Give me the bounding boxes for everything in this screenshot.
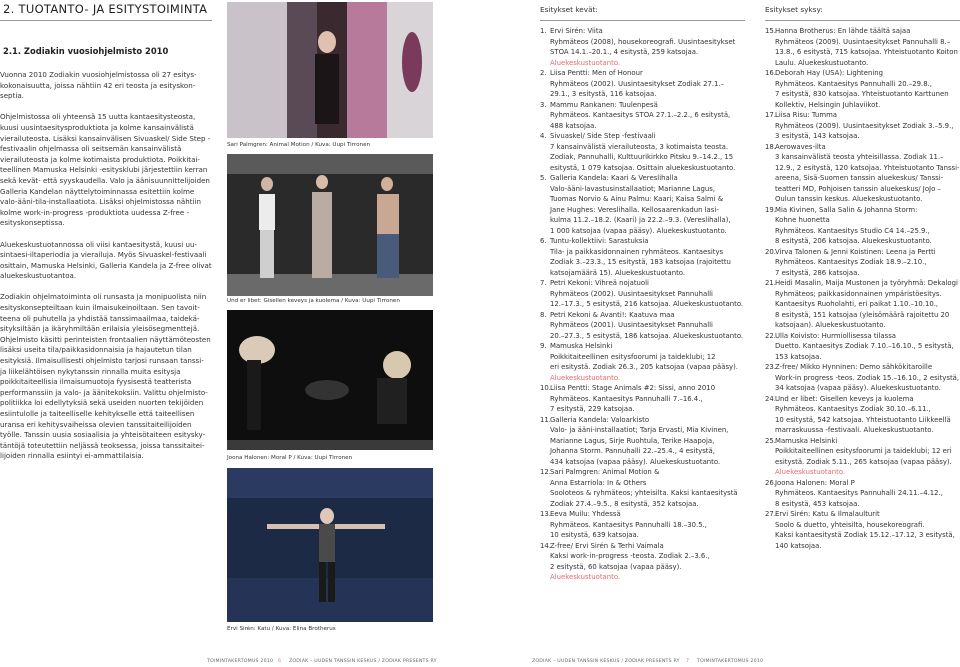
heading-rule (0, 20, 212, 21)
footer-left-brand: TOIMINTAKERTOMUS 2010 (207, 659, 274, 664)
performance-detail: Ryhmäteos; paikkasidonnainen ympäristöesitys. (775, 289, 942, 298)
item-title-text: Und er libet: Gisellen keveys ja kuolema (775, 394, 914, 403)
item-number: 9. (540, 342, 547, 350)
photo-caption: Ervi Sirén: Katu / Kuva: Elina Brotherus (227, 626, 336, 632)
performance-detail: katsojaan). Aluekeskustuotanto. (775, 321, 886, 329)
performance-title (765, 331, 960, 342)
performance-detail: Marianne Lagus, Sirje Ruohtula, Terike Haapoja, (550, 436, 715, 445)
photo-moral-p (227, 310, 433, 450)
performance-detail: Poikkitaiteellinen esitysfoorumi ja taideklubi; 12 eri (775, 447, 952, 455)
performance-detail: Ryhmäteos. Kantaesitys Pannuhalli 18.–30.5., (550, 520, 707, 529)
item-title-text: Mamuska Helsinki (550, 342, 613, 350)
item-title-text: Sari Palmgren: Animal Motion & (550, 468, 660, 476)
performance-detail: 153 katsojaa. (775, 352, 822, 361)
performance-detail: Tila- ja paikkasidonnainen ryhmäteos. Kantaesitys (550, 247, 724, 256)
performance-detail: 7 esitystä, 229 katsojaa. (550, 405, 635, 413)
performance-title (540, 173, 755, 184)
performance-detail: 13.8., 6 esitystä, 715 katsojaa. Yhteistuotanto Koiton (775, 48, 958, 56)
performance-detail: Ryhmäteos. Kantaesitys Zodiak 18.9.–2.10., (775, 258, 927, 266)
performance-detail: Ryhmäteos (2008), housekoreografi. Uusintaesitykset (550, 37, 736, 46)
performance-detail: 3 esitystä, 143 katsojaa. (775, 132, 860, 140)
performance-title (540, 100, 755, 111)
performance-title (765, 142, 960, 153)
performance-detail: Jane Hughes: Vereslihalla. Kellosaarenkadun lasi- (550, 205, 719, 214)
spring-rule (540, 20, 745, 21)
item-number: 11. (540, 415, 551, 424)
item-title-text: Tuntu-kollektiivi: Sarastuksia (550, 237, 649, 245)
performance-title (540, 509, 755, 520)
performance-title (765, 68, 960, 79)
item-number: 2. (540, 69, 547, 77)
performance-detail: 8 esitystä, 206 katsojaa. Aluekeskustuotanto. (775, 237, 932, 245)
performance-detail: Zodiak 3.–23.3., 15 esitystä, 183 katsojaa (rajoitettu (550, 258, 731, 266)
item-title-text: Z-free/ Mikko Hynninen: Demo sähkökitaroille (775, 363, 933, 371)
performance-detail: katsojamäärä 15). Aluekeskustuotanto. (550, 268, 686, 277)
item-number: 6. (540, 237, 547, 245)
performance-detail: Soolo & duetto, yhteisilta, housekoreografi. (775, 520, 925, 529)
item-title-text: Hanna Brotherus: En lähde täältä sajaa (775, 27, 911, 35)
item-title-text: Galleria Kandela: Valoarkisto (550, 415, 650, 424)
performance-title (540, 131, 755, 142)
performance-detail: kulma 11.2.–18.2. (Kaari) ja 22.2.–9.3. (Vereslihalla), (550, 216, 731, 224)
performance-detail: Aluekeskustuotanto. (550, 573, 621, 581)
performance-title (540, 541, 755, 552)
performance-title (540, 415, 755, 426)
item-number: 5. (540, 174, 547, 182)
item-title-text: Liisa Risu: Tumma (775, 111, 838, 119)
item-number: 23. (765, 363, 776, 371)
performance-detail: 140 katsojaa. (775, 541, 822, 550)
item-title-text: Ervi Sirén: Katu & Ilmalaulturit (775, 510, 880, 518)
item-title-text: Ervi Sirén: Viita (550, 27, 603, 35)
performance-detail: 29.1., 3 esitystä, 116 katsojaa. (550, 90, 657, 98)
performance-title (765, 509, 960, 520)
performance-detail: Aluekeskustuotanto. (550, 373, 621, 382)
performance-title (765, 205, 960, 216)
item-title-text: Mammu Rankanen: Tuulenpesä (550, 100, 658, 109)
item-number: 10. (540, 384, 551, 392)
item-title-text: Aerowaves-ilta (775, 142, 826, 151)
performance-detail: eri esitystä. Zodiak 26.3., 205 katsojaa (vapaa pääsy). (550, 363, 738, 371)
performance-title (540, 68, 755, 79)
autumn-heading: Esitykset syksy: (765, 5, 823, 14)
performance-detail: 7 kansainvälistä vierailuteosta, 3 kotimaista teosta. (550, 142, 729, 151)
performance-detail: Ryhmäteos (2009). Uusintaesitykset Pannuhalli 8.– (775, 37, 951, 46)
item-title-text: Deborah Hay (USA): Lightening (775, 69, 884, 77)
photo-katu (227, 468, 433, 622)
item-number: 18. (765, 142, 776, 151)
item-number: 19. (765, 205, 776, 214)
item-number: 16. (765, 69, 776, 77)
performance-title (540, 278, 755, 289)
performance-detail: Ryhmäteos. Kantaesitys STOA 27.1.–2.2., 6 esitystä, (550, 111, 731, 119)
item-number: 1. (540, 27, 547, 35)
performance-detail: 12.9., 2 esitystä, 120 katsojaa. Yhteistuotanto Tanssi- (775, 163, 960, 172)
item-title-text: Petri Kekoni: Vihreä nojatuoli (550, 279, 649, 287)
item-number: 15. (765, 27, 776, 35)
item-number: 7. (540, 279, 547, 287)
performance-title (765, 478, 960, 489)
item-number: 17. (765, 111, 776, 119)
performance-detail: Duetto. Kantaesitys Zodiak 7.10.–16.10., 5 esitystä, (775, 342, 954, 350)
performance-detail: Ryhmäteos (2001). Uusintaesitykset Pannuhalli (550, 321, 713, 329)
performance-detail: Anna Estarriola: In & Others (550, 478, 647, 487)
performance-detail: marraskuussa -festivaali. Aluekeskustuotanto. (775, 426, 934, 434)
autumn-rule (765, 20, 960, 21)
footer-page-number: 6 (278, 659, 282, 664)
section-subheading: 2.1. Zodiakin vuosiohjelmisto 2010 (3, 46, 169, 56)
autumn-list (765, 26, 960, 551)
performance-title (765, 26, 960, 37)
performance-detail: Johanna Storm. Pannuhalli 22.–25.4., 4 esitystä, (550, 447, 715, 455)
performance-detail: Kaksi kantaesitystä Zodiak 15.12.–17.12, 3 esitystä, (775, 531, 955, 539)
spring-heading: Esitykset kevät: (540, 5, 598, 14)
performance-detail: Ryhmäteos. Kantaesitys Pannuhalli 20.–29.8., (775, 79, 932, 88)
performance-title (765, 110, 960, 121)
performance-detail: 7 esitystä, 286 katsojaa. (775, 268, 860, 277)
item-title-text: Liisa Pentti: Men of Honour (550, 69, 643, 77)
performance-title (765, 278, 960, 289)
item-title-text: Sivuaskel/ Side Step -festivaali (550, 132, 656, 140)
item-number: 3. (540, 100, 547, 109)
performance-detail: teatteri MD, Pohjoisen tanssin aluekeskus/ JoJo – (775, 184, 941, 193)
performance-detail: Aluekeskustuotanto. (550, 58, 621, 67)
performance-detail: Kohne huonetta (775, 216, 830, 224)
item-title-text: Heidi Masalin, Maija Mustonen ja työryhmä: Dekalogi (775, 279, 958, 287)
item-title-text: Virva Talonen & Jenni Koistinen: Leena ja Pertti (775, 247, 936, 256)
item-title-text: Galleria Kandela: Kaari & Vereslihalla (550, 174, 678, 182)
performance-detail: Tuomas Norvio & Ainu Palmu: Kaari; Kaisa Salmi & (550, 195, 724, 203)
item-number: 22. (765, 331, 776, 340)
performance-detail: 20.–27.3., 5 esitystä, 186 katsojaa. Aluekeskustuotanto. (550, 331, 744, 340)
performance-detail: 8 esitystä, 453 katsojaa. (775, 499, 860, 508)
performance-title (540, 467, 755, 478)
performance-detail: Ryhmäteos (2009). Uusintaesitykset Zodiak 3.–5.9., (775, 121, 954, 130)
footer-left-text: ZODIAK – UUDEN TANSSIN KESKUS / ZODIAK PRESENTS RY (289, 659, 437, 664)
performance-detail: Ryhmäteos. Kantaesitys Studio C4 14.–25.9., (775, 226, 930, 235)
performance-detail: Ryhmäteos. Kantaesitys Zodiak 30.10.–6.11., (775, 405, 931, 413)
performance-detail: Poikkitaiteellinen esitysfoorumi ja taideklubi; 12 (550, 352, 716, 361)
performance-detail: 434 katsojaa (vapaa pääsy). Aluekeskustuotanto. (550, 457, 721, 466)
item-title-text: Mia Kivinen, Salla Salin & Johanna Storm: (775, 205, 918, 214)
photo-caption: Sari Palmgren: Animal Motion / Kuva: Uupi Tirronen (227, 142, 371, 148)
item-number: 8. (540, 310, 547, 319)
performance-detail: Work-in progress -teos. Zodiak 15.–16.10., 2 esitystä, (775, 373, 960, 382)
paragraph: Vuonna 2010 Zodiakin vuosiohjelmistossa oli 27 esityskokonaisuutta, joissa nähtiin 42 eri teosta ja esityskonseptia. (0, 70, 197, 101)
performance-title (540, 26, 755, 37)
performance-title (765, 247, 960, 258)
intro-text (0, 70, 212, 473)
photo-caption: Joona Halonen: Moral P / Kuva: Uupi Tirronen (227, 455, 353, 461)
paragraph: Aluekeskustuotannossa oli viisi kantaesitystä, kuusi uusintaesi-iltaperiodia ja vierailuja. Myös Sivuaskel-festivaali osittain, Mamuska Helsinki, Galleria Kandela ja Z-free olivat aluekeskustuotantoa. (0, 239, 212, 281)
item-number: 27. (765, 510, 776, 518)
performance-detail: Ryhmäteos. Kantaesitys Pannuhalli 24.11.–4.12., (775, 489, 943, 497)
performance-title (540, 236, 755, 247)
performance-detail: esitystä. Zodiak 5.11., 265 katsojaa (vapaa pääsy). (775, 457, 952, 466)
performance-detail: areena, Sisä-Suomen tanssin aluekeskus/ Tanssi- (775, 174, 944, 182)
performance-detail: Kaksi work-in-progress -teosta. Zodiak 2.–3.6., (550, 552, 710, 560)
item-number: 25. (765, 436, 776, 445)
item-number: 24. (765, 394, 776, 403)
spring-list (540, 26, 755, 583)
performance-detail: Valo-ääni-lavastusinstallaatiot; Marianne Lagus, (550, 184, 716, 193)
performance-detail: STOA 14.1.–20.1., 4 esitystä, 259 katsojaa. (550, 48, 699, 56)
photo-gisellen-keveys (227, 154, 433, 296)
performance-detail: 34 katsojaa (vapaa pääsy). Aluekeskustuotanto. (775, 384, 941, 392)
photo-animal-motion (227, 2, 433, 138)
item-title-text: Liisa Pentti: Stage Animals #2: Sissi, anno 2010 (550, 384, 716, 392)
footer-right-text: ZODIAK – UUDEN TANSSIN KESKUS / ZODIAK PRESENTS RY (532, 659, 680, 664)
performance-detail: Ryhmäteos (2002). Uusintaesitykset Zodiak 27.1.– (550, 79, 725, 88)
performance-detail: 10 esitystä, 639 katsojaa. (550, 531, 639, 539)
performance-detail: Ryhmäteos. Kantaesitys Pannuhalli 7.–16.4., (550, 394, 703, 403)
paragraph: Zodiakin ohjelmatoiminta oli runsasta ja monipuolista niin esityskonsepteiltaan kuin ilmaisukeinoiltaan. Sen tavoitteena oli puhutella ja yhdistää tanssimaailmaa, taidekäsityksiltään ja ikäryhmiltään erilaisia yleisösegmenttejä. Ohjelmisto käsitti perinteisten frontaalien näyttämöteosten lisäksi useita tila/paikkasidonnaisia ja hajautetun tilan esityksiä. Ilmaisullisesti ohjelmisto tarjosi runsaan tanssi- ja liikelähtöisen nykytanssin rinnalla muita esitysja poikkitaiteellisia ilmaisumuotoja fyysisestä teatterista performanssiin ja valo- ja äänitekoksiin. Valittu ohjelmistopolitiikka loi edellytyksiä sekä useiden nuorten tekijöiden esiintulolle ja taiteelliselle kehitykselle että taiteellisen uransa eri kehitysvaiheissa olevien tanssitaiteilijoiden työlle. Tanssin uusia sosiaalisia ja yhteisötaiteen esityskytäntöjä toteutettiin neljässä teoksessa, joissa tanssitaiteilijoiden rinnalla esiintyi ei-ammattilaisia. (0, 292, 211, 461)
performance-detail: Ryhmäteos (2002). Uusintaesitykset Pannuhalli (550, 289, 713, 298)
footer-right-brand: TOIMINTAKERTOMUS 2010 (697, 659, 764, 664)
performance-detail: 2 esitystä, 60 katsojaa (vapaa pääsy). (550, 562, 682, 571)
performance-detail: 1 000 katsojaa (vapaa pääsy). Aluekeskustuotanto. (550, 226, 727, 235)
performance-detail: 10 esitystä, 542 katsojaa. Yhteistuotanto Liikkeellä (775, 415, 951, 424)
item-number: 26. (765, 478, 776, 487)
item-title-text: Joona Halonen: Moral P (775, 478, 855, 487)
performance-detail: Kollektiv, Helsingin Juhlaviikot. (775, 100, 881, 109)
item-title-text: Z-free/ Ervi Sirén & Terhi Vaimala (550, 541, 664, 550)
performance-detail: 8 esitystä, 151 katsojaa (yleisömäärä rajoitettu 20 (775, 310, 950, 319)
paragraph: Ohjelmistossa oli yhteensä 15 uutta kantaesitysteosta, kuusi uusintaesitysproduktiota ja kolme kansainvälistä vierailuteosta. Lisäksi kansainvälisen Sivuaskel/ Side Step -festivaalin ohjelmassa oli seitsemän kansainvälistä vierailuteosta ja kolme kotimaista produktiota. Poikkitaiteellinen Mamuska Helsinki -esitysklubi järjestettiin kerran sekä kevät- että syyskaudella. Valo ja äänisuunnittelijoiden Galleria Kandelan näyttelytoiminnassa esitettiin kolme valo-ääni-tila-installaatiota. Lisäksi ohjelmistossa nähtiin kolme work-in-progress -produktiota uudessa Z-free -esityskonseptissa. (0, 112, 211, 228)
item-title-text: Petri Kekoni & Avanti!: Kaatuva maa (550, 310, 675, 319)
footer-page-number: 7 (686, 659, 690, 664)
performance-detail: 12.–17.3., 5 esitystä, 216 katsojaa. Aluekeskustuotanto. (550, 300, 744, 308)
item-title-text: Eeva Muilu: Yhdessä (550, 510, 621, 518)
performance-title (540, 341, 755, 352)
performance-detail: 7 esitystä, 830 katsojaa. Yhteistuotanto Karttunen (775, 90, 949, 98)
performance-detail: Oulun tanssin keskus. Aluekeskustuotanto. (775, 195, 923, 203)
performance-detail: Valo- ja ääni-installaatiot; Tarja Ervasti, Mia Kivinen, (550, 426, 729, 434)
performance-title (765, 394, 960, 405)
performance-detail: Zodiak 27.4.–9.5., 8 esitystä, 352 katsojaa. (550, 499, 699, 508)
performance-detail: 488 katsojaa. (550, 121, 597, 130)
performance-detail: 3 kansainvälistä teosta yhteisillassa. Zodiak 11.– (775, 153, 944, 161)
performance-detail: Kantaesitys Ruoholahti, eri paikat 1.10.–10.10., (775, 300, 939, 308)
item-number: 13. (540, 510, 551, 518)
performance-detail: Laulu. Aluekeskustuotanto. (775, 58, 869, 67)
performance-detail: Zodiak, Pannuhalli, Kulttuurikirkko Pitsku 9.–14.2., 15 (550, 153, 734, 161)
item-number: 21. (765, 279, 776, 287)
performance-title (540, 383, 755, 394)
performance-title (540, 310, 755, 321)
performance-detail: Sooloteos & ryhmäteos; yhteisilta. Kaksi kantaesitystä (550, 489, 738, 497)
photo-caption: Und er libet: Gisellen keveys ja kuolema / Kuva: Uupi Tirronen (227, 298, 400, 304)
performance-title (765, 436, 960, 447)
item-title-text: Mamuska Helsinki (775, 436, 838, 445)
item-number: 12. (540, 468, 551, 476)
page-heading: 2. TUOTANTO- JA ESITYSTOIMINTA (3, 2, 208, 16)
performance-detail: Aluekeskustuotanto. (775, 468, 846, 476)
performance-title (765, 362, 960, 373)
item-number: 4. (540, 132, 547, 140)
item-number: 20. (765, 247, 776, 256)
item-title-text: Ulla Koivisto: Hurmiollisessa tilassa (775, 331, 897, 340)
item-number: 14. (540, 541, 551, 550)
performance-detail: esitystä, 1 079 katsojaa. Osittain aluekeskustuotanto. (550, 163, 736, 172)
